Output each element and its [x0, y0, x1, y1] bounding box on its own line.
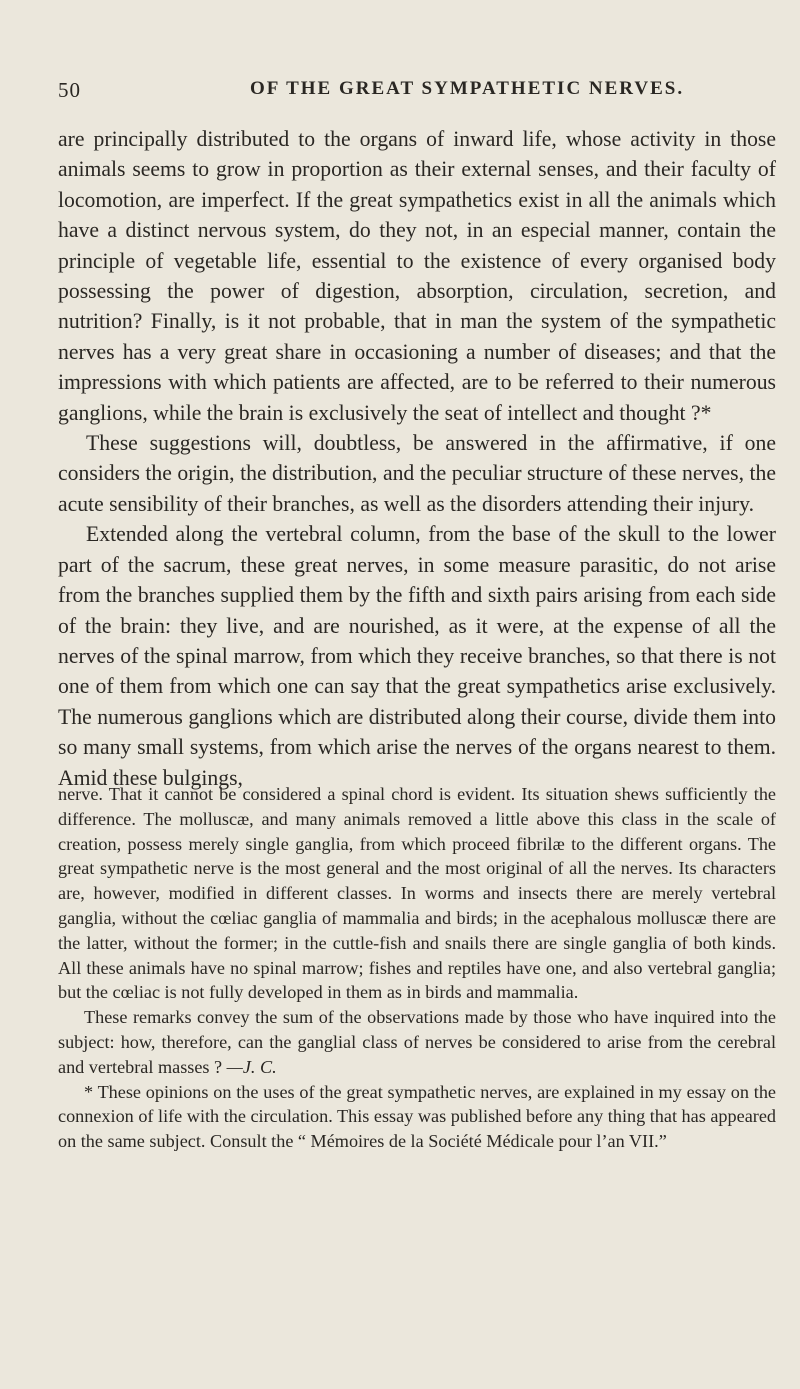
running-title: OF THE GREAT SYMPATHETIC NERVES.	[250, 78, 685, 99]
note-continuation: nerve. That it cannot be considered a spinal chord is evident. Its situation shews sufficiently the difference. The molluscæ, and many animals removed a little above this class in the scale of creation, possess merely single ganglia, from which proceed fibrilæ to the different organs. The great sympathetic nerve is the most general and the most original of all the nerves. Its characters are, however, modified in different classes. In worms and insects there are merely vertebral ganglia, without the cœliac ganglia of mammalia and birds; in the acephalous molluscæ there are the latter, without the former; in the cuttle-fish and snails there are single ganglia of both kinds. All these animals have no spinal marrow; fishes and reptiles have one, and also vertebral ganglia; but the cœliac is not fully developed in them as in birds and mammalia.	[58, 784, 776, 1003]
note-remarks-text: These remarks convey the sum of the observations made by those who have inquired into the subject: how, therefore, can the ganglial class of nerves be considered to arise from the cerebral and vertebral masses ?	[58, 1007, 776, 1077]
page-number: 50	[58, 78, 81, 102]
main-text	[58, 124, 776, 793]
paragraph-continuation: are principally distributed to the organs of inward life, whose activity in those animals seems to grow in proportion as their external senses, and their faculty of locomotion, are imperfect. If the great sympathetics exist in all the animals which have a distinct nervous system, do they not, in an especial manner, contain the principle of vegetable life, essential to the existence of every organised body possessing the power of digestion, absorption, circulation, secretion, and nutrition? Finally, is it not probable, that in man the system of the sympathetic nerves has a very great share in occasioning a number of diseases; and that the impressions with which patients are affected, are to be referred to their numerous ganglions, while the brain is exclusively the seat of intellect and thought ?*	[58, 127, 776, 425]
footnote-asterisk: * These opinions on the uses of the great sympathetic nerves, are explained in my essay on the connexion of life with the circulation. This essay was published before any thing that has appeared on the same subject. Consult the “ Mémoires de la Société Médicale pour l’an VII.”	[58, 1081, 776, 1152]
paragraph-extended: Extended along the vertebral column, from the base of the skull to the lower part of the sacrum, these great nerves, in some measure parasitic, do not arise from the branches supplied them by the fifth and sixth pairs arising from each side of the brain: they live, and are nourished, as it were, at the expense of all the nerves of the spinal marrow, from which they receive branches, so that there is not one of them from which one can say that the great sympathetics arise exclusively. The numerous ganglions which are distributed along their course, divide them into so many small systems, from which arise the nerves of the organs nearest to them. Amid these bulgings,	[58, 522, 776, 790]
note-signature: —J. C.	[226, 1056, 277, 1077]
paragraph-suggestions: These suggestions will, doubtless, be answered in the affirmative, if one considers the origin, the distribution, and the peculiar structure of these nerves, the acute sensibility of their branches, as well as the disorders attending their injury.	[58, 431, 776, 516]
note-remarks	[58, 1005, 776, 1079]
page-header	[0, 78, 800, 108]
footnotes	[58, 782, 776, 1154]
